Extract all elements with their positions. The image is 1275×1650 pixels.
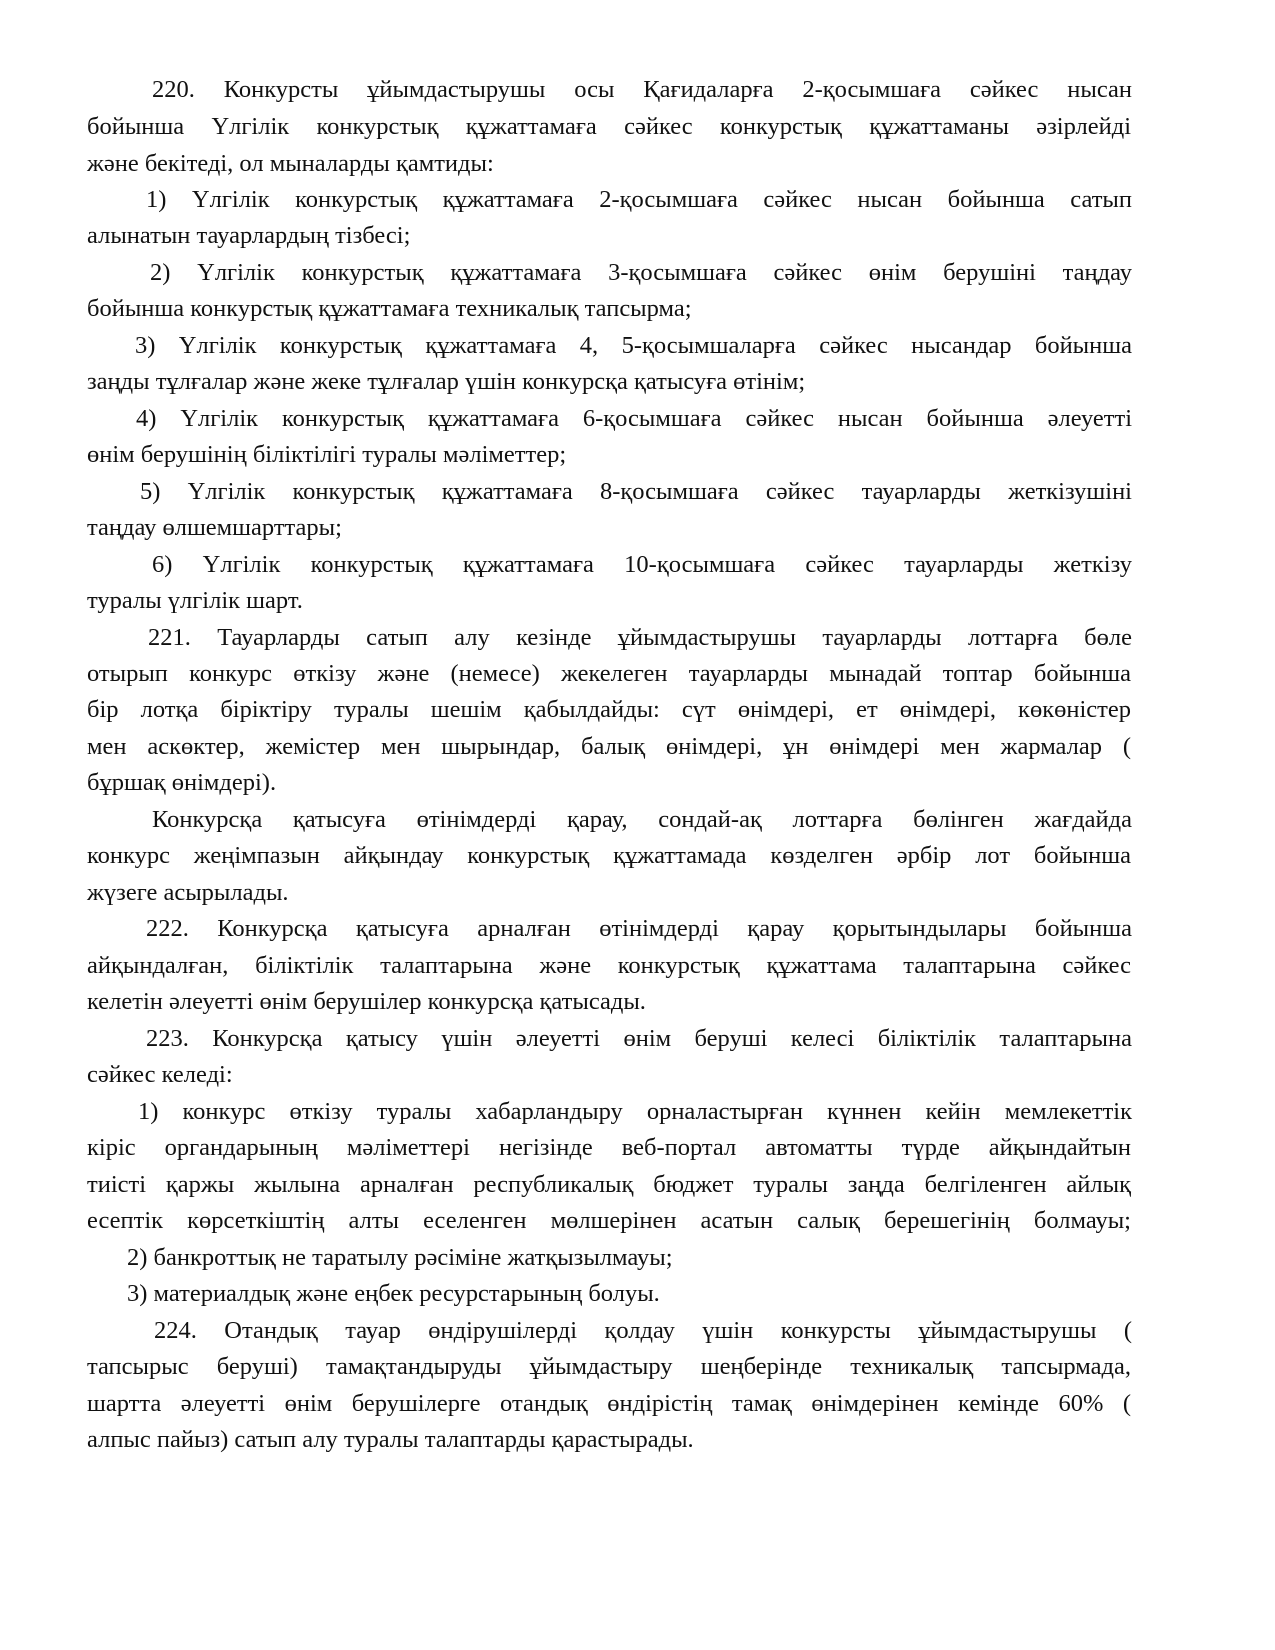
text-line: сәйкес келеді:	[87, 1061, 233, 1088]
text-line: Конкурсқа қатысуға өтінімдерді қарау, сондай-ақ лоттарға бөлінген жағдайда	[152, 806, 1132, 833]
text-line: өнім берушінің біліктілігі туралы мәліметтер;	[87, 441, 567, 468]
text-line: келетін әлеуетті өнім берушілер конкурсқа қатысады.	[87, 988, 646, 1015]
text-line: есептік көрсеткіштің алты еселенген мөлшерінен асатын салық берешегінің болмауы;	[87, 1207, 1131, 1234]
text-line: 2) Үлгілік конкурстық құжаттамаға 3-қосымшаға сәйкес өнім берушіні таңдау	[150, 259, 1132, 286]
text-line: 6) Үлгілік конкурстық құжаттамаға 10-қосымшаға сәйкес тауарларды жеткізу	[152, 551, 1132, 578]
text-line: алпыс пайыз) сатып алу туралы талаптарды қарастырады.	[87, 1426, 694, 1453]
text-line: бұршақ өнімдері).	[87, 769, 277, 796]
text-line: айқындалған, біліктілік талаптарына және конкурстық құжаттама талаптарына сәйкес	[87, 952, 1131, 979]
text-line: 223. Конкурсқа қатысу үшін әлеуетті өнім беруші келесі біліктілік талаптарына	[146, 1025, 1132, 1052]
text-line: конкурс жеңімпазын айқындау конкурстық құжаттамада көзделген әрбір лот бойынша	[87, 842, 1131, 869]
text-line: алынатын тауарлардың тізбесі;	[87, 222, 411, 249]
text-line: бойынша конкурстық құжаттамаға техникалық тапсырма;	[87, 295, 692, 322]
text-line: 224. Отандық тауар өндірушілерді қолдау үшін конкурсты ұйымдастырушы (	[154, 1317, 1132, 1344]
text-line: және бекітеді, ол мыналарды қамтиды:	[87, 150, 494, 177]
text-line: отырып конкурс өткізу және (немесе) жекелеген тауарларды мынадай топтар бойынша	[87, 660, 1131, 687]
text-line: мен аскөктер, жемістер мен шырындар, балық өнімдері, ұн өнімдері мен жармалар (	[87, 733, 1131, 760]
text-line: бойынша Үлгілік конкурстық құжаттамаға сәйкес конкурстық құжаттаманы әзірлейді	[87, 113, 1131, 140]
text-line: жүзеге асырылады.	[87, 879, 289, 906]
text-line: 2) банкроттық не таратылу рәсіміне жатқызылмауы;	[127, 1244, 673, 1271]
text-line: бір лотқа біріктіру туралы шешім қабылдайды: сүт өнімдері, ет өнімдері, көкөністер	[87, 696, 1131, 723]
text-line: 1) Үлгілік конкурстық құжаттамаға 2-қосымшаға сәйкес нысан бойынша сатып	[146, 186, 1132, 213]
text-line: тапсырыс беруші) тамақтандыруды ұйымдастыру шеңберінде техникалық тапсырмада,	[87, 1353, 1131, 1380]
text-line: туралы үлгілік шарт.	[87, 587, 303, 614]
text-line: шартта әлеуетті өнім берушілерге отандық өндірістің тамақ өнімдерінен кемінде 60% (	[87, 1390, 1131, 1417]
text-line: заңды тұлғалар және жеке тұлғалар үшін конкурсқа қатысуға өтінім;	[87, 368, 806, 395]
text-line: тиісті қаржы жылына арналған республикалық бюджет туралы заңда белгіленген айлық	[87, 1171, 1131, 1198]
text-line: таңдау өлшемшарттары;	[87, 514, 342, 541]
text-line: 3) Үлгілік конкурстық құжаттамаға 4, 5-қосымшаларға сәйкес нысандар бойынша	[135, 332, 1132, 359]
text-line: 1) конкурс өткізу туралы хабарландыру орналастырған күннен кейін мемлекеттік	[138, 1098, 1132, 1125]
text-line: кіріс органдарының мәліметтері негізінде веб-портал автоматты түрде айқындайтын	[87, 1134, 1131, 1161]
text-line: 222. Конкурсқа қатысуға арналған өтінімдерді қарау қорытындылары бойынша	[146, 915, 1132, 942]
text-line: 220. Конкурсты ұйымдастырушы осы Қағидаларға 2-қосымшаға сәйкес нысан	[152, 76, 1132, 103]
text-line: 4) Үлгілік конкурстық құжаттамаға 6-қосымшаға сәйкес нысан бойынша әлеуетті	[136, 405, 1132, 432]
text-line: 221. Тауарларды сатып алу кезінде ұйымдастырушы тауарларды лоттарға бөле	[148, 624, 1132, 651]
text-line: 5) Үлгілік конкурстық құжаттамаға 8-қосымшаға сәйкес тауарларды жеткізушіні	[140, 478, 1132, 505]
text-line: 3) материалдық және еңбек ресурстарының болуы.	[127, 1280, 660, 1307]
